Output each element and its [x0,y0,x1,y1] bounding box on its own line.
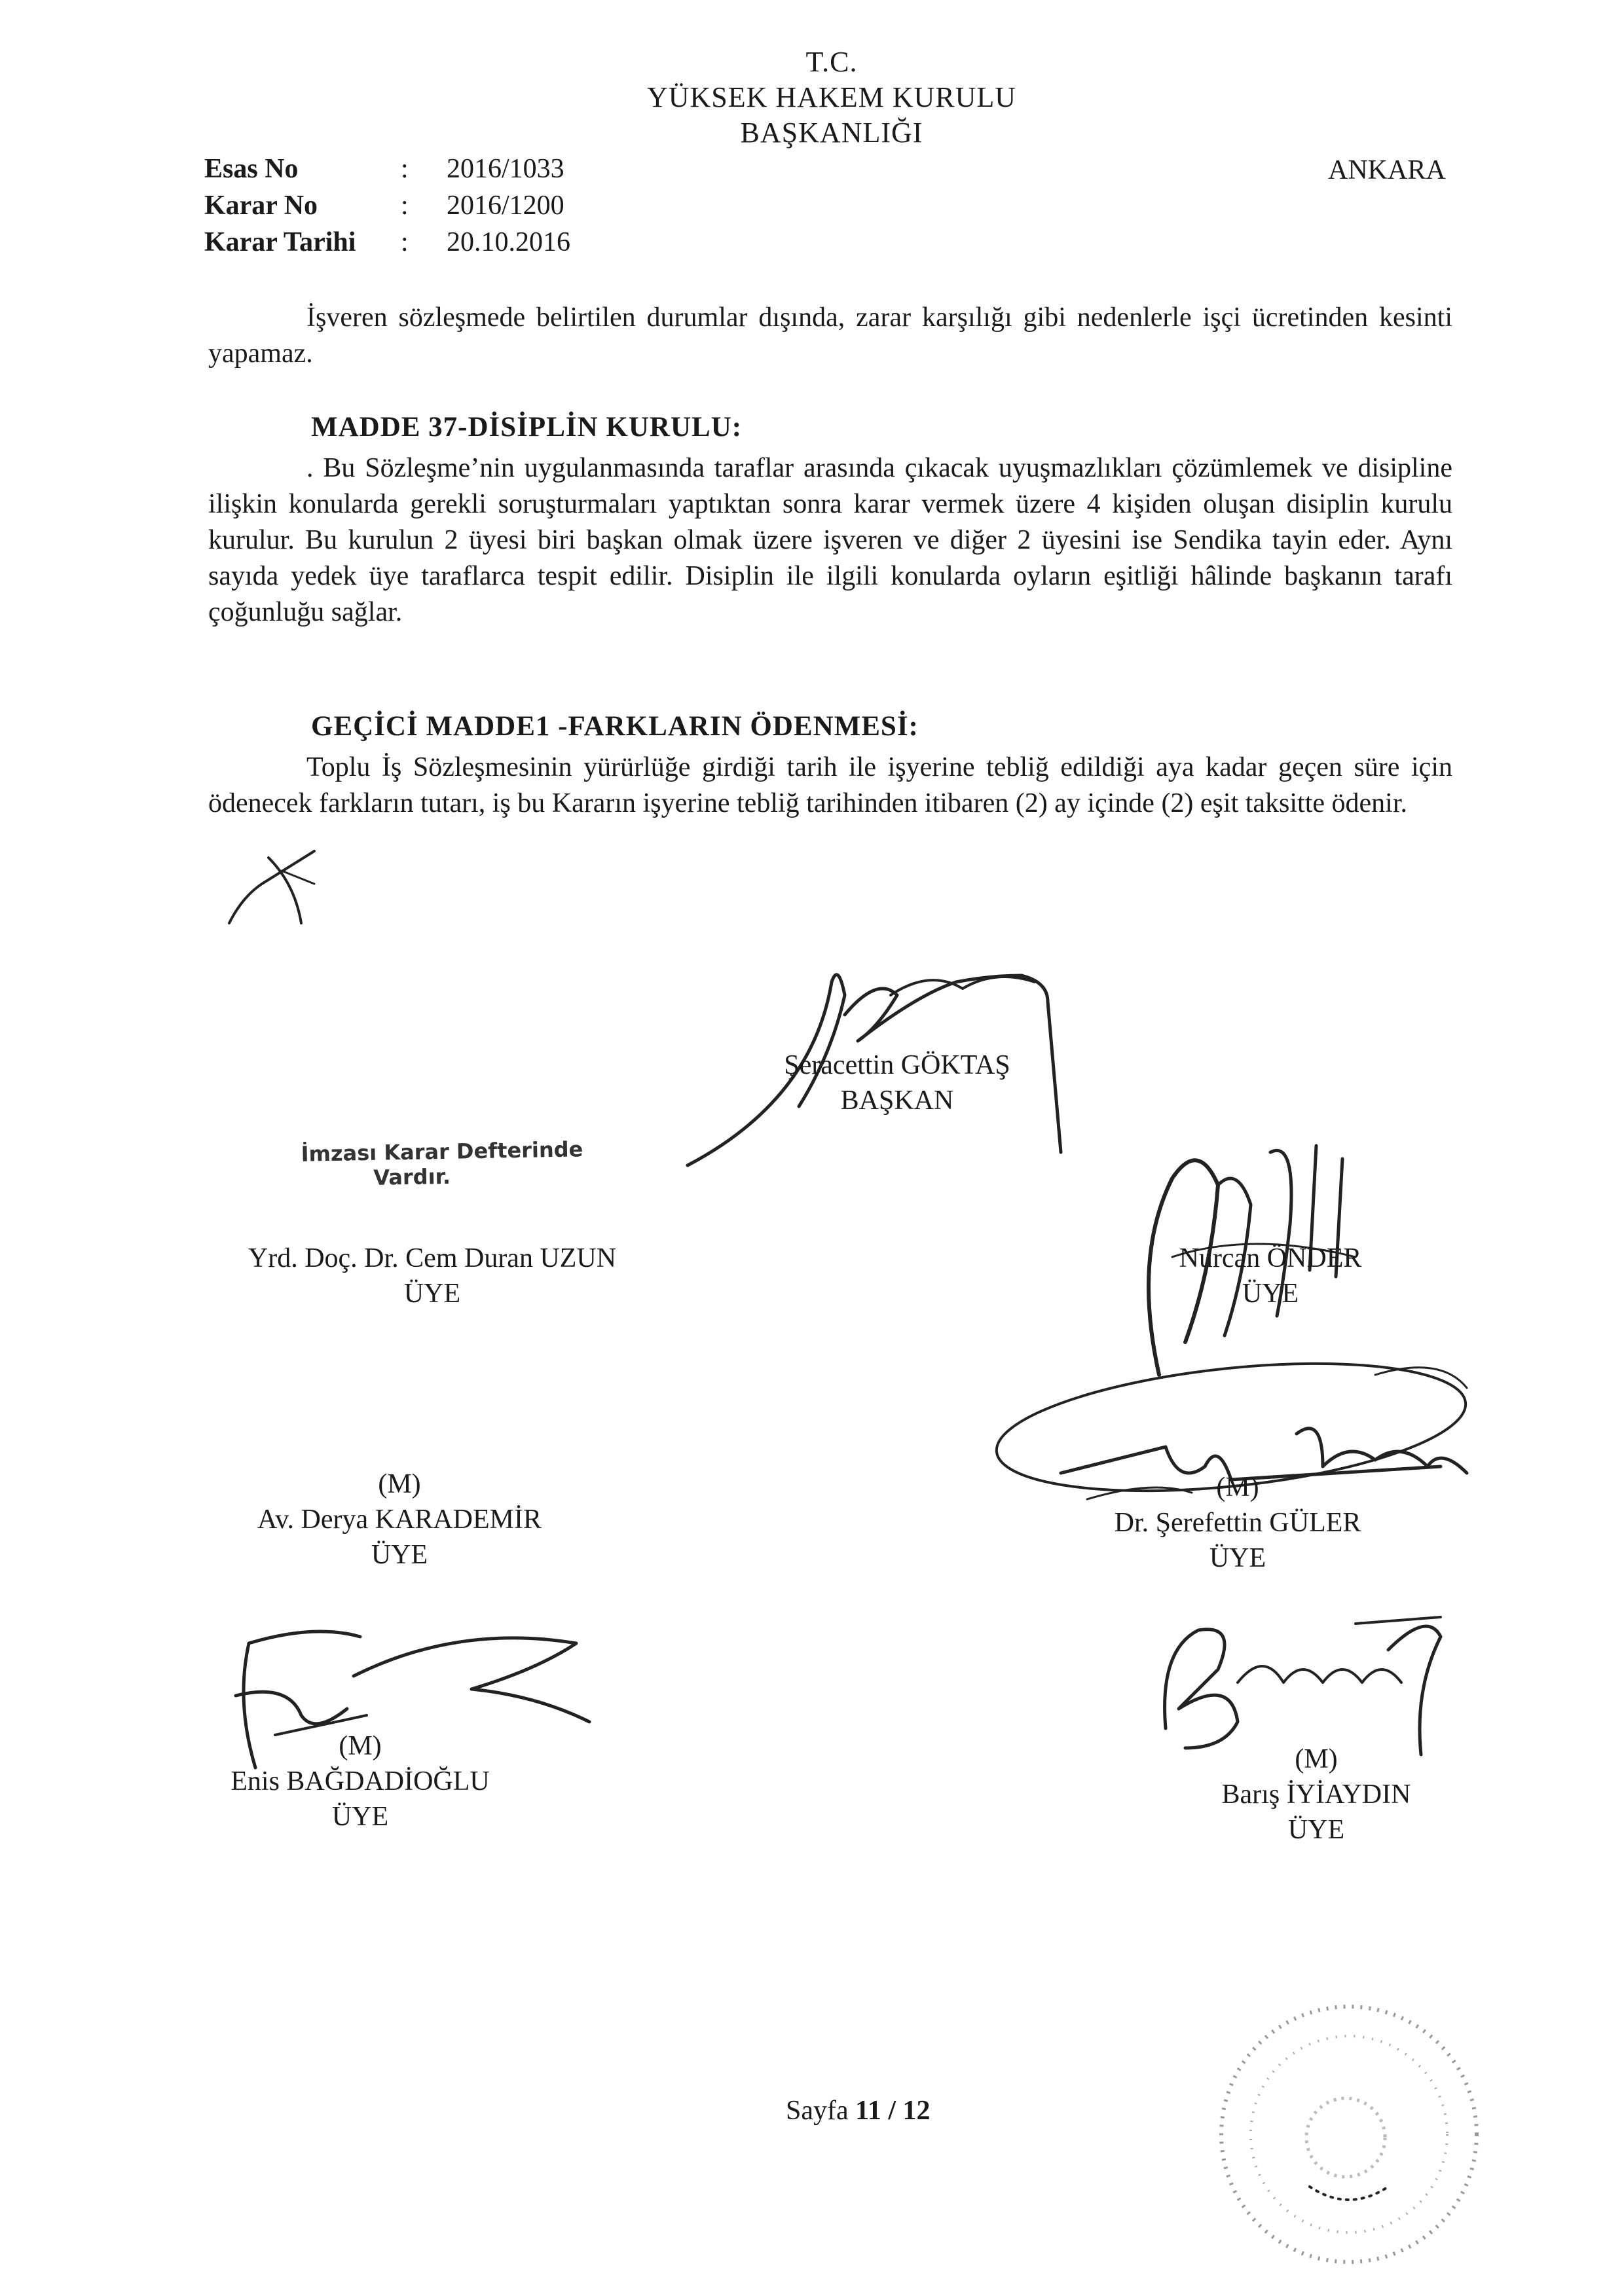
esas-sep: : [401,154,409,184]
signature-register-stamp [301,1137,583,1192]
member2-role: ÜYE [1242,1279,1299,1309]
page-total: 12 [902,2096,931,2126]
header-city: ANKARA [1328,155,1446,185]
page-number [786,2095,931,2126]
member4-role: ÜYE [1209,1543,1266,1573]
tarih-label: Karar Tarihi [204,227,356,257]
tarih-value: 20.10.2016 [447,227,570,257]
member5-mark: (M) [339,1731,382,1761]
tarih-sep: : [401,227,409,257]
president-name: Şeracettin GÖKTAŞ [784,1050,1010,1080]
stamp-line2: Vardır. [373,1163,451,1190]
member6-mark: (M) [1295,1744,1338,1774]
member3-block [196,1467,602,1573]
esas-row [204,151,570,187]
esas-label: Esas No [204,154,299,184]
member1-block [196,1241,668,1311]
page-prefix: Sayfa [786,2096,856,2126]
member1-role: ÜYE [403,1279,461,1309]
gecici-madde-heading: GEÇİCİ MADDE1 -FARKLARIN ÖDENMESİ: [311,711,919,742]
member6-name: Barış İYİAYDIN [1221,1779,1411,1810]
member5-block [196,1728,524,1834]
header-tc: T.C. [805,46,858,78]
gecici-madde-body: Toplu İş Sözleşmesinin yürürlüğe girdiği tarih ile işyerine tebliğ edildiği aya kadar geçen süre için ödenecek farkların tutarı, iş bu Kararın işyerine tebliğ tarihinden itibaren (2) ay içinde (2) eşit taksitte ödenir. [208,752,1452,818]
header-institution: YÜKSEK HAKEM KURULU [646,81,1017,113]
member3-role: ÜYE [371,1540,428,1570]
institution-header [485,45,1179,151]
member3-mark: (M) [378,1469,421,1499]
president-role: BAŞKAN [840,1085,954,1116]
madde37-body: . Bu Sözleşme’nin uygulanmasında taraflar arasında çıkacak uyuşmazlıkları çözümlemek ve disipline ilişkin konularda gerekli soruşturmaları yaptıktan sonra karar vermek üzere 4 kişiden oluşan disiplin kurulu kurulur. Bu kurulun 2 üyesi biri başkan olmak üzere işveren ve diğer 2 üyesini ise Sendika tayin eder. Aynı sayıda yedek üye taraflarca tespit edilir. Disiplin ile ilgili konularda oyların eşitliği hâlinde başkanın tarafı çoğunluğu sağlar. [208,453,1452,627]
esas-value: 2016/1033 [447,154,564,184]
karar-row [204,187,570,224]
stamp-line1: İmzası Karar Defterinde [301,1137,583,1167]
member3-name: Av. Derya KARADEMİR [257,1504,542,1535]
member6-block [1153,1741,1480,1848]
tarih-row [204,224,570,261]
karar-label: Karar No [204,191,318,221]
paragraph-wage-deduction: İşveren sözleşmede belirtilen durumlar dışında, zarar karşılığı gibi nedenlerle işçi ücretinden kesinti yapamaz. [208,302,1452,369]
member6-role: ÜYE [1287,1815,1345,1845]
member2-block [1139,1241,1401,1311]
page-separator: / [881,2096,903,2126]
official-seal-icon [1205,1990,1493,2278]
header-office: BAŞKANLIĞI [740,117,923,149]
madde37-heading: MADDE 37-DİSİPLİN KURULU: [311,412,743,443]
member4-name: Dr. Şerefettin GÜLER [1114,1508,1361,1538]
karar-value: 2016/1200 [447,191,564,221]
member2-name: Nurcan ÖNDER [1179,1243,1362,1273]
member4-block [1067,1470,1408,1576]
karar-sep: : [401,191,409,221]
president-block [720,1048,1074,1118]
page-current: 11 [855,2096,881,2126]
member5-name: Enis BAĞDADİOĞLU [231,1766,490,1796]
member1-name: Yrd. Doç. Dr. Cem Duran UZUN [248,1243,617,1273]
member5-role: ÜYE [331,1802,389,1832]
case-metadata [204,151,570,261]
member4-mark: (M) [1216,1472,1259,1503]
paraph-mark [216,845,327,930]
